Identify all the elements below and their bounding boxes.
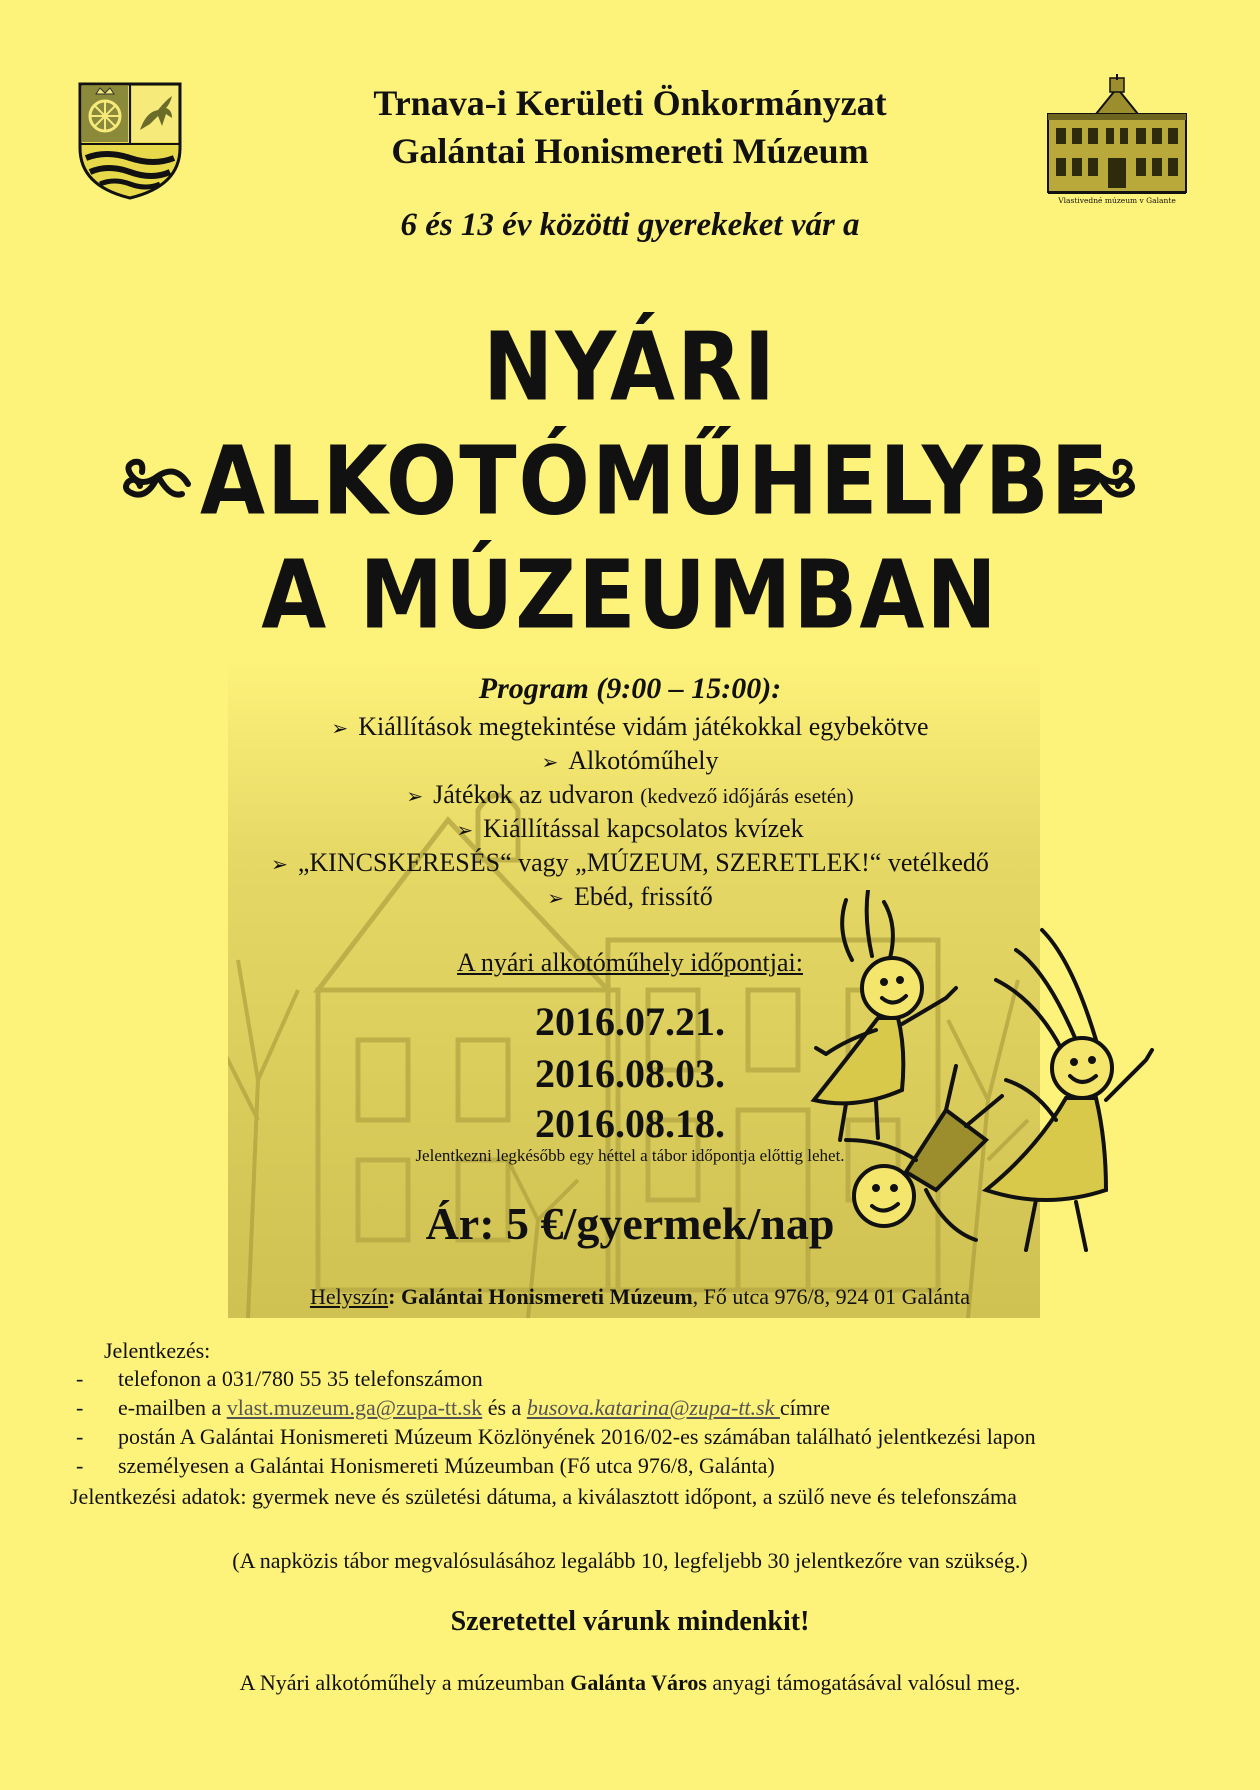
email-link-2[interactable]: busova.katarina@zupa-tt.sk bbox=[526, 1395, 780, 1420]
registration-title: Jelentkezés: bbox=[104, 1338, 211, 1363]
email-link-1[interactable]: vlast.muzeum.ga@zupa-tt.sk bbox=[226, 1395, 483, 1420]
dates-title: A nyári alkotóműhely időpontjai: bbox=[457, 948, 803, 977]
venue-address: , Fő utca 976/8, 924 01 Galánta bbox=[692, 1284, 971, 1309]
program-item: ➢ Alkotóműhely bbox=[541, 746, 719, 775]
arrow-bullet-icon: ➢ bbox=[331, 716, 349, 740]
arrow-bullet-icon: ➢ bbox=[406, 784, 424, 808]
program-item: ➢ Kiállítások megtekintése vidám játékokkal egybekötve bbox=[331, 712, 929, 741]
registration-email: - e-mailben a vlast.muzeum.ga@zupa-tt.sk és a busova.katarina@zupa-tt.sk címre bbox=[76, 1395, 830, 1420]
headline-line-3: A MÚZEUMBAN bbox=[261, 540, 999, 650]
arrow-bullet-icon: ➢ bbox=[456, 818, 474, 842]
program-item: ➢ Ebéd, frissítő bbox=[547, 882, 713, 911]
arrow-bullet-icon: ➢ bbox=[547, 886, 565, 910]
subtitle: 6 és 13 év közötti gyerekeket vár a bbox=[400, 207, 860, 243]
arrow-bullet-icon: ➢ bbox=[271, 852, 288, 876]
organization-line-2: Galántai Honismereti Múzeum bbox=[391, 131, 869, 171]
date-item: 2016.07.21. bbox=[535, 999, 725, 1044]
date-item: 2016.08.03. bbox=[535, 1051, 725, 1096]
venue-label: Helyszín bbox=[309, 1284, 389, 1309]
capacity-note: (A napközis tábor megvalósulásához legalább 10, legfeljebb 30 jelentkezőre van szükség.) bbox=[232, 1548, 1028, 1573]
children-illustration-icon bbox=[806, 890, 1166, 1300]
sponsor-note: A Nyári alkotóműhely a múzeumban Galánta Város anyagi támogatásával valósul meg. bbox=[239, 1670, 1021, 1695]
program-item: ➢ „KINCSKERESÉS“ vagy „MÚZEUM, SZERETLEK!“ vetélkedő bbox=[271, 848, 989, 877]
registration-data-required: Jelentkezési adatok: gyermek neve és születési dátuma, a kiválasztott időpont, a szülő neve és telefonszáma bbox=[70, 1484, 1017, 1509]
registration-deadline: Jelentkezni legkésőbb egy héttel a tábor időpontja előttig lehet. bbox=[415, 1146, 845, 1165]
coat-of-arms-icon bbox=[76, 78, 184, 202]
program-item: ➢ Játékok az udvaron (kedvező időjárás esetén) bbox=[406, 780, 854, 809]
ornament-left-icon bbox=[118, 454, 192, 508]
date-item: 2016.08.18. bbox=[535, 1101, 725, 1146]
headline-line-1: NYÁRI bbox=[482, 312, 778, 422]
ornament-right-icon bbox=[1066, 454, 1140, 508]
program-item: ➢ Kiállítással kapcsolatos kvízek bbox=[456, 814, 804, 843]
venue-name: : Galántai Honismereti Múzeum bbox=[388, 1284, 693, 1309]
headline-line-2: ALKOTÓMŰHELYBE bbox=[200, 426, 1111, 536]
welcome-message: Szeretettel várunk mindenkit! bbox=[450, 1606, 810, 1637]
organization-line-1: Trnava-i Kerületi Önkormányzat bbox=[373, 83, 887, 123]
museum-building-logo-icon bbox=[1046, 74, 1188, 206]
museum-logo-caption: Vlastivedné múzeum v Galante bbox=[1058, 196, 1176, 205]
weather-note: (kedvező időjárás esetén) bbox=[640, 784, 854, 808]
registration-phone: - telefonon a 031/780 55 35 telefonszámon bbox=[76, 1366, 483, 1391]
sponsor-name: Galánta Város bbox=[570, 1670, 707, 1695]
price: Ár: 5 €/gyermek/nap bbox=[425, 1198, 835, 1249]
arrow-bullet-icon: ➢ bbox=[541, 750, 559, 774]
registration-post: - postán A Galántai Honismereti Múzeum Közlönyének 2016/02-es számában található jelentkezési lapon bbox=[76, 1424, 1036, 1449]
program-title: Program (9:00 – 15:00): bbox=[478, 672, 782, 705]
registration-personal: - személyesen a Galántai Honismereti Múzeumban (Fő utca 976/8, Galánta) bbox=[76, 1453, 775, 1478]
